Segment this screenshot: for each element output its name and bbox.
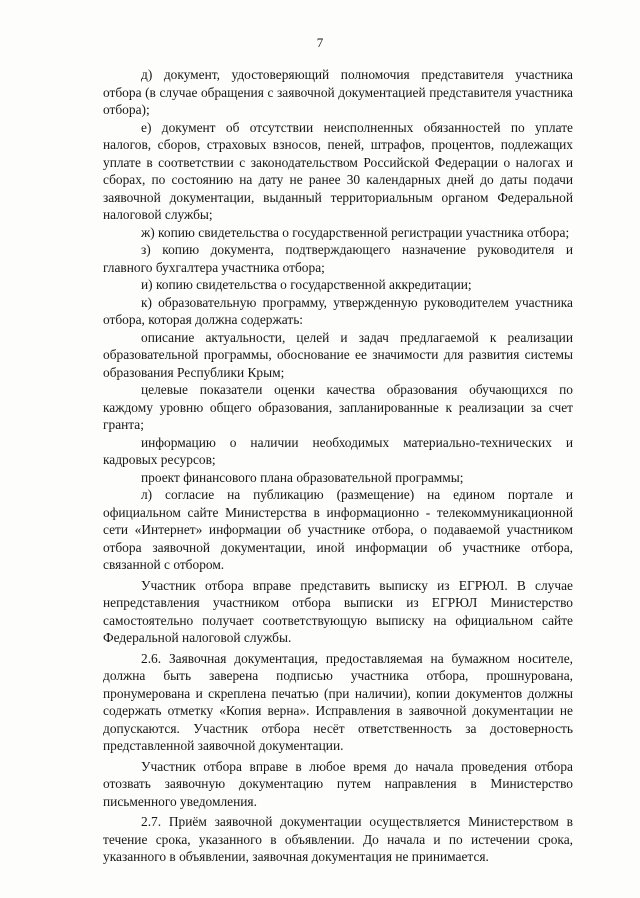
paragraph-egrul-extract: Участник отбора вправе представить выписку из ЕГРЮЛ. В случае непредставления участником отбора выписки из ЕГРЮЛ Министерство самостоятельно получает соответствующую выписку на официальном сайте Федеральной налоговой службы. [103,577,573,645]
paragraph-e-tax-debt-certificate: е) документ об отсутствии неисполненных обязанностей по уплате налогов, сборов, страховых взносов, пеней, штрафов, процентов, подлежащих уплате в соответствии с законодательством Российской Федерации о налогах и сборах, по состоянию на дату не ранее 30 календарных дней до даты подачи заявочной документации, выданный территориальным органом Федеральной налоговой службы; [103,119,573,222]
document-body [103,66,573,866]
paragraph-i-accreditation-certificate: и) копию свидетельства о государственной аккредитации; [141,277,472,292]
paragraph-withdrawal: Участник отбора вправе в любое время до начала проведения отбора отозвать заявочную документацию путем направления в Министерство письменного уведомления. [103,758,573,809]
paragraph-program-relevance: описание актуальности, целей и задач предлагаемой к реализации образовательной программы, обоснование ее значимости для развития системы образования Республики Крым; [103,329,573,380]
paragraph-l-publication-consent: л) согласие на публикацию (размещение) на едином портале и официальном сайте Министерства в информационно - телекоммуникационной сети «Интернет» информации об участнике отбора, о подаваемой участником отбора заявочной документации, иной информации об участнике отбора, связанной с отбором. [103,487,573,572]
paragraph-2-7-acceptance-period: 2.7. Приём заявочной документации осуществляется Министерством в течение срока, указанного в объявлении. До начала и по истечении срока, указанного в объявлении, заявочная документация не принимается. [103,814,573,864]
paragraph-z-director-appointment: з) копию документа, подтверждающего назначение руководителя и главного бухгалтера участника отбора; [103,242,573,275]
paragraph-d-representative-authority: д) документ, удостоверяющий полномочия представителя участника отбора (в случае обращения с заявочной документацией представителя участника отбора); [103,67,573,117]
paragraph-zh-registration-certificate: ж) копию свидетельства о государственной регистрации участника отбора; [141,224,570,240]
paragraph-program-financial-plan: проект финансового плана образовательной программы; [141,469,464,485]
paragraph-program-target-indicators: целевые показатели оценки качества образования обучающихся по каждому уровню общего образования, запланированные к реализации за счет гранта; [103,382,573,432]
paragraph-2-6-paper-documentation: 2.6. Заявочная документация, предоставляемая на бумажном носителе, должна быть заверена подписью участника отбора, прошнурована, пронумерована и скреплена печатью (при наличии), копии документов должны содержать отметку «Копия верна». Исправления в заявочной документации не допускаются. Участник отбора несёт ответственность за достоверность представленной заявочной документации. [103,650,573,753]
page-number: 7 [316,35,324,50]
paragraph-program-resources: информацию о наличии необходимых материально-технических и кадровых ресурсов; [103,434,573,467]
paragraph-k-educational-program: к) образовательную программу, утвержденную руководителем участника отбора, которая должна содержать: [103,294,573,327]
